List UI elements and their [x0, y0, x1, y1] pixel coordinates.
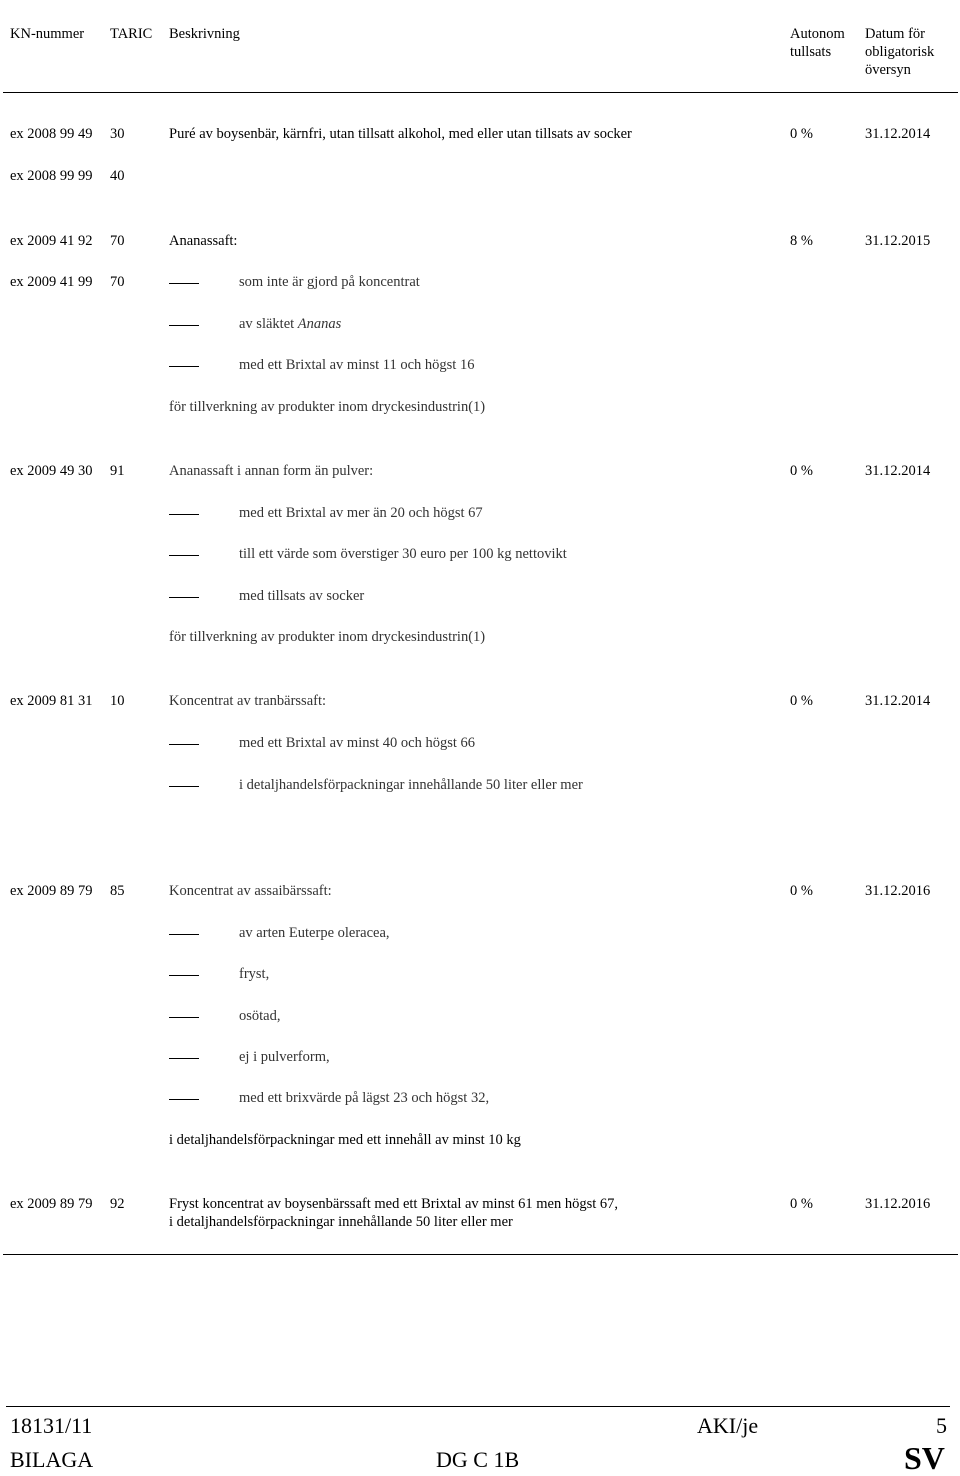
kn-number: ex 2009 41 99: [10, 274, 93, 290]
review-date: 31.12.2014: [865, 126, 931, 142]
description: Ananassaft i annan form än pulver:: [169, 463, 374, 479]
kn-number: ex 2009 49 30: [10, 463, 93, 479]
header-kn: KN-nummer: [10, 26, 85, 42]
taric-code: 92: [110, 1196, 125, 1212]
dash-bullet: [169, 283, 199, 284]
taric-code: 30: [110, 126, 125, 142]
header-taric: TARIC: [110, 26, 153, 42]
dash-bullet: [169, 1058, 199, 1059]
description: Koncentrat av tranbärssaft:: [169, 693, 327, 709]
duty-rate: 0 %: [790, 693, 813, 709]
dash-bullet: [169, 366, 199, 367]
dash-bullet: [169, 555, 199, 556]
sub-description: osötad,: [239, 1008, 281, 1024]
header-date-line3: översyn: [865, 62, 911, 78]
kn-number: ex 2009 41 92: [10, 233, 93, 249]
description: Koncentrat av assaibärssaft:: [169, 883, 332, 899]
dash-bullet: [169, 514, 199, 515]
header-date-line2: obligatorisk: [865, 44, 935, 60]
sub-description: till ett värde som överstiger 30 euro per 100 kg nettovikt: [239, 546, 567, 562]
dash-bullet: [169, 975, 199, 976]
dash-bullet: [169, 786, 199, 787]
description: för tillverkning av produkter inom dryckesindustrin(1): [169, 399, 486, 415]
review-date: 31.12.2014: [865, 693, 931, 709]
header-date-line1: Datum för: [865, 26, 925, 42]
directorate-label: DG C 1B: [436, 1447, 520, 1472]
taric-code: 40: [110, 168, 125, 184]
header-rule: [3, 92, 958, 93]
sub-description: som inte är gjord på koncentrat: [239, 274, 420, 290]
taric-code: 70: [110, 233, 125, 249]
duty-rate: 8 %: [790, 233, 813, 249]
sub-description: fryst,: [239, 966, 270, 982]
dash-bullet: [169, 1099, 199, 1100]
description: i detaljhandelsförpackningar med ett innehåll av minst 10 kg: [169, 1132, 521, 1148]
duty-rate: 0 %: [790, 463, 813, 479]
kn-number: ex 2009 81 31: [10, 693, 93, 709]
sub-description: med ett Brixtal av minst 11 och högst 16: [239, 357, 475, 373]
duty-rate: 0 %: [790, 126, 813, 142]
header-rate-line1: Autonom: [790, 26, 845, 42]
description: Ananassaft:: [169, 233, 238, 249]
dash-bullet: [169, 1017, 199, 1018]
sub-description: ej i pulverform,: [239, 1049, 330, 1065]
author-initials: AKI/je: [697, 1413, 759, 1438]
page-number: 5: [936, 1413, 947, 1438]
dash-bullet: [169, 744, 199, 745]
taric-code: 10: [110, 693, 125, 709]
kn-number: ex 2008 99 49: [10, 126, 93, 142]
description-line2: i detaljhandelsförpackningar innehållande 50 liter eller mer: [169, 1214, 513, 1230]
language-code: SV: [904, 1440, 945, 1476]
annex-label: BILAGA: [10, 1447, 94, 1472]
taric-code: 85: [110, 883, 125, 899]
review-date: 31.12.2014: [865, 463, 931, 479]
dash-bullet: [169, 597, 199, 598]
header-rate-line2: tullsats: [790, 44, 832, 60]
sub-description: med tillsats av socker: [239, 588, 365, 604]
sub-description: av arten Euterpe oleracea,: [239, 925, 390, 941]
kn-number: ex 2008 99 99: [10, 168, 93, 184]
sub-description: med ett Brixtal av minst 40 och högst 66: [239, 735, 476, 751]
duty-rate: 0 %: [790, 1196, 813, 1212]
sub-description: i detaljhandelsförpackningar innehållande 50 liter eller mer: [239, 777, 583, 793]
dash-bullet: [169, 934, 199, 935]
kn-number: ex 2009 89 79: [10, 1196, 93, 1212]
header-description: Beskrivning: [169, 26, 240, 42]
description: för tillverkning av produkter inom dryckesindustrin(1): [169, 629, 486, 645]
taric-code: 91: [110, 463, 125, 479]
taric-code: 70: [110, 274, 125, 290]
review-date: 31.12.2015: [865, 233, 931, 249]
review-date: 31.12.2016: [865, 1196, 931, 1212]
table-bottom-rule: [3, 1254, 958, 1255]
footer-rule: [6, 1406, 950, 1407]
review-date: 31.12.2016: [865, 883, 931, 899]
kn-number: ex 2009 89 79: [10, 883, 93, 899]
description: Fryst koncentrat av boysenbärssaft med ett Brixtal av minst 61 men högst 67,: [169, 1196, 619, 1212]
sub-description: av släktet Ananas: [239, 316, 342, 332]
sub-description: med ett brixvärde på lägst 23 och högst 32,: [239, 1090, 490, 1106]
description: Puré av boysenbär, kärnfri, utan tillsatt alkohol, med eller utan tillsats av socker: [169, 126, 632, 142]
duty-rate: 0 %: [790, 883, 813, 899]
dash-bullet: [169, 325, 199, 326]
doc-number: 18131/11: [10, 1413, 93, 1438]
sub-description: med ett Brixtal av mer än 20 och högst 67: [239, 505, 483, 521]
